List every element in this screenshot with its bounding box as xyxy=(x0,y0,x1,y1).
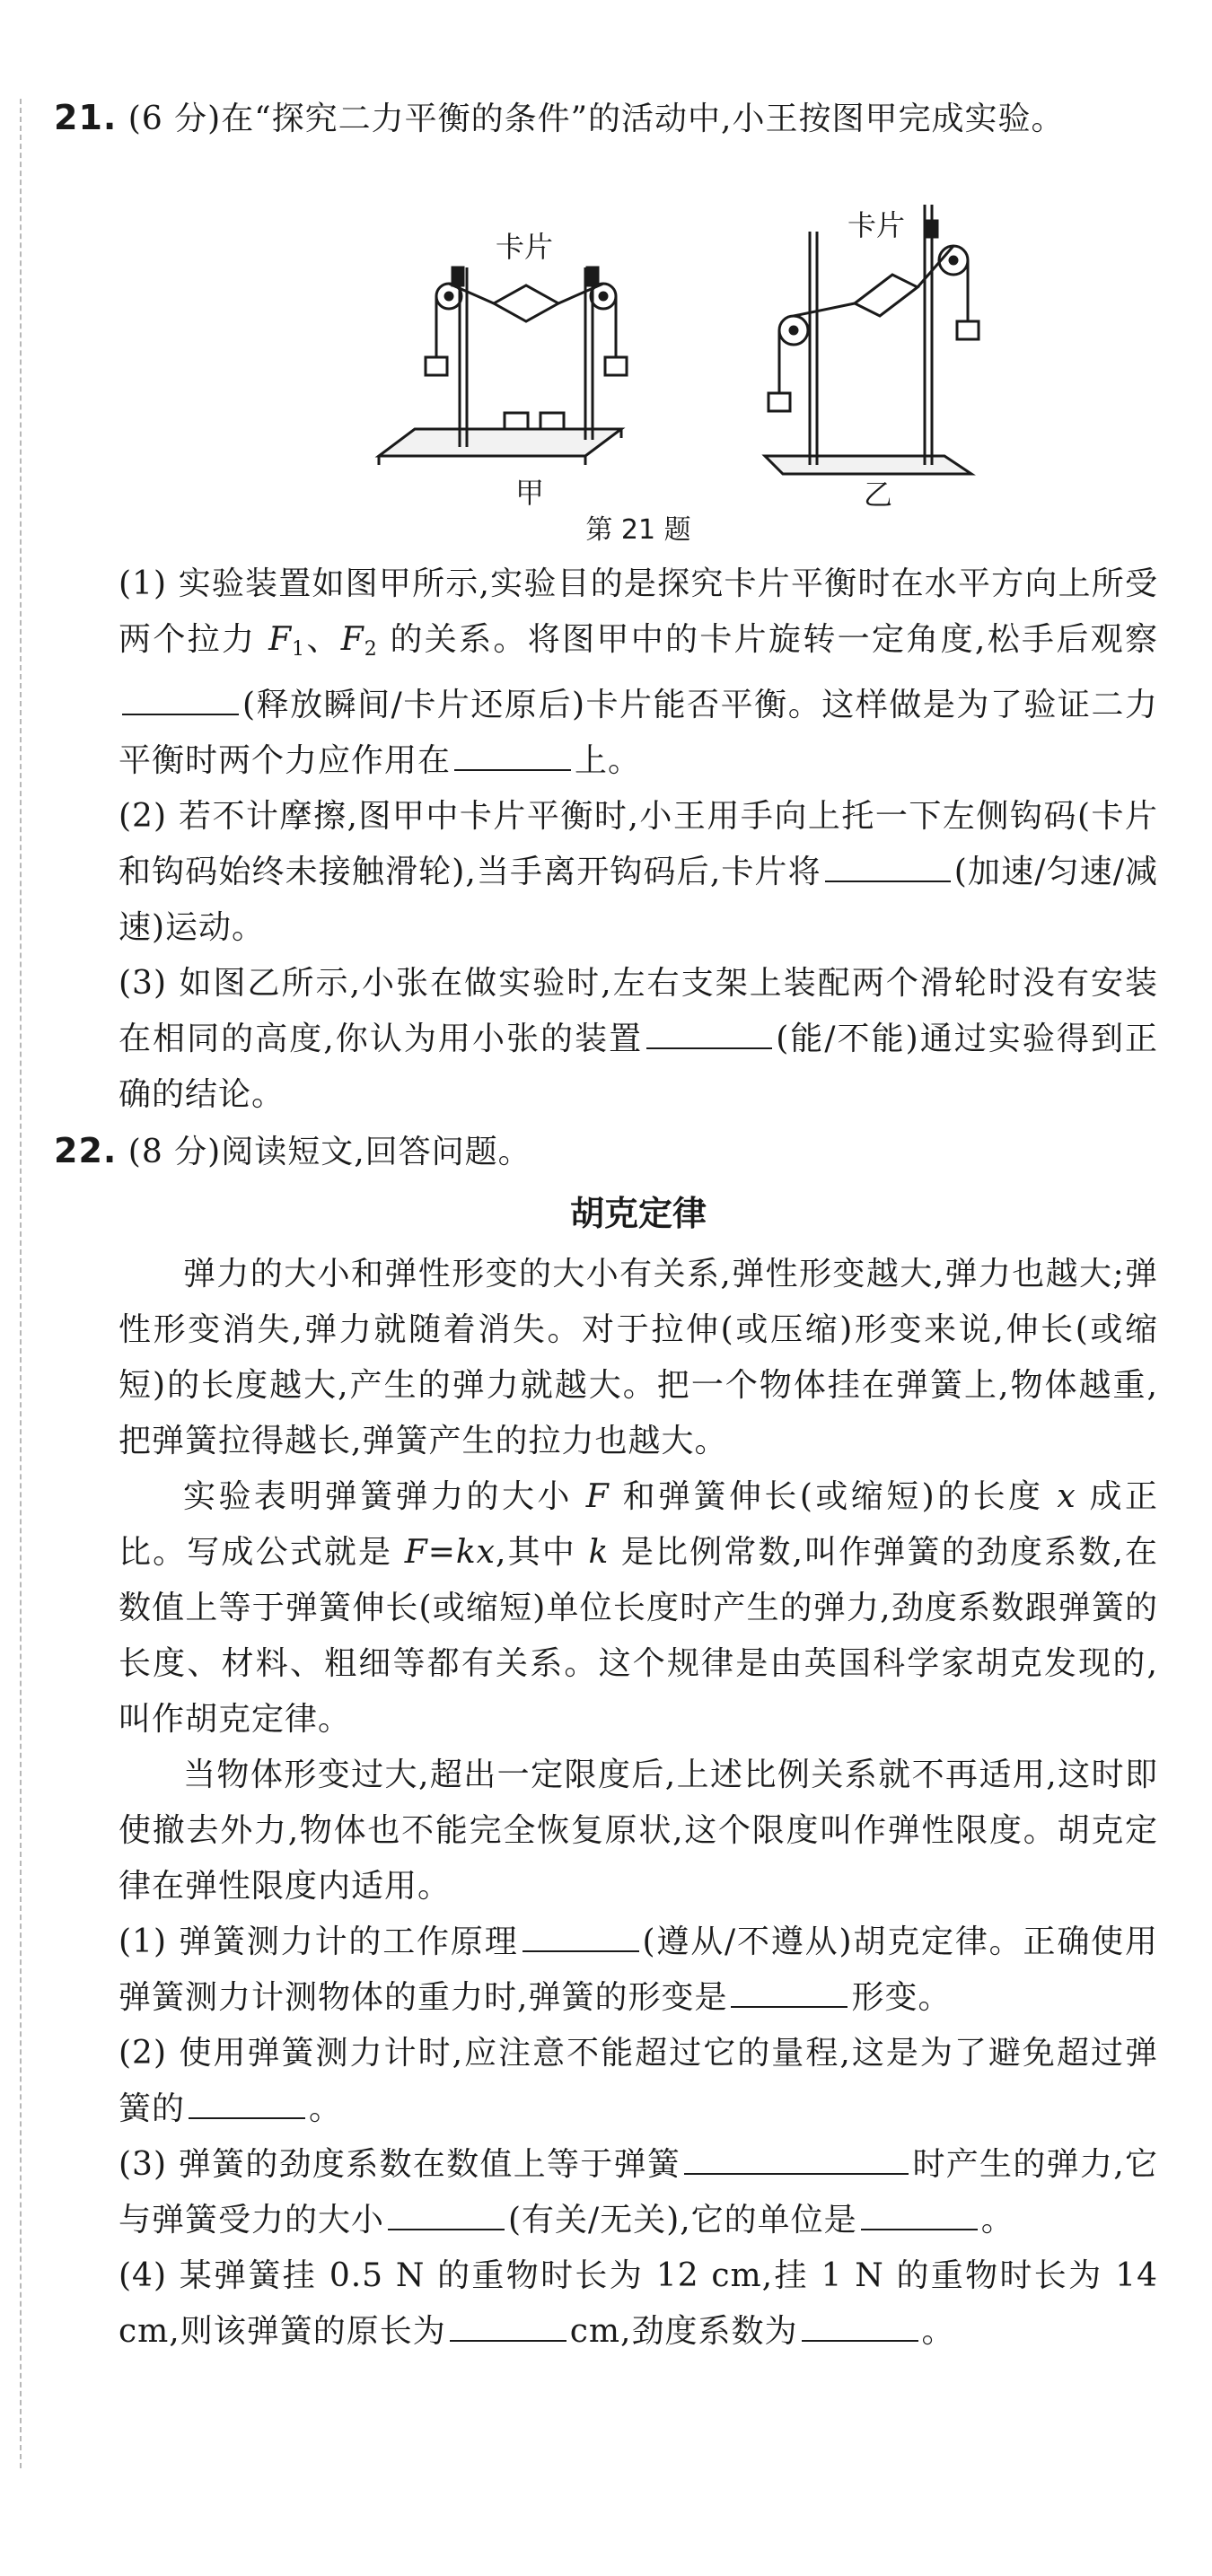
answer-blank-q22-7[interactable] xyxy=(450,2309,566,2342)
para2-text-a: 实验表明弹簧弹力的大小 xyxy=(183,1478,586,1515)
q21-part-2 xyxy=(119,789,1158,956)
q21-p2-text-b: (加速/匀速/减速)运动。 xyxy=(119,854,1158,946)
figure-a-apparatus xyxy=(379,267,627,465)
answer-blank-q22-3[interactable] xyxy=(189,2087,305,2119)
para2-text-b: 和弹簧伸长(或缩短)的长度 xyxy=(609,1478,1058,1515)
worksheet-page xyxy=(54,90,1158,2360)
q22-s1-text-b: (遵从/不遵从)胡克定律。正确使用弹簧测力计测物体的重力时,弹簧的形变是 xyxy=(119,1923,1158,2016)
q22-part-4 xyxy=(119,2248,1158,2360)
para2-text-c: 成正比。写成公式就是 xyxy=(119,1478,1158,1571)
answer-blank-q22-5[interactable] xyxy=(388,2198,505,2230)
figure-b-apparatus xyxy=(765,205,979,474)
q21-part-1 xyxy=(119,556,1158,789)
q21-p1-separator: 、 xyxy=(305,621,341,658)
answer-blank-q22-1[interactable] xyxy=(523,1920,639,1952)
q22-part-2 xyxy=(119,2026,1158,2137)
q21-header xyxy=(54,90,1158,147)
para2-text-e: 是比例常数,叫作弹簧的劲度系数,在数值上等于弹簧伸长(或缩短)单位长度时产生的弹力,劲度系数跟弹簧的长度、材料、粗细等都有关系。这个规律是由英国科学家胡克发现的,叫作胡克定律。 xyxy=(119,1534,1158,1738)
apparatus-diagram xyxy=(119,160,1106,510)
q22-s3-text-b: 时产生的弹力,它与弹簧受力的大小 xyxy=(119,2146,1158,2239)
answer-blank-q21-1[interactable] xyxy=(122,683,239,715)
var-k: k xyxy=(588,1534,610,1571)
answer-blank-q22-8[interactable] xyxy=(802,2309,918,2342)
q22-s1-text-c: 形变。 xyxy=(851,1979,952,2016)
q22-part-3 xyxy=(119,2137,1158,2248)
var-x: x xyxy=(1057,1478,1076,1515)
q21-number: 21. xyxy=(54,98,118,137)
q21-intro: (6 分)在“探究二力平衡的条件”的活动中,小王按图甲完成实验。 xyxy=(127,101,1065,137)
figure-caption: 第 21 题 xyxy=(585,514,691,546)
var-f1-subscript: 1 xyxy=(292,638,306,661)
q21-p1-text-d: 上。 xyxy=(575,742,642,779)
answer-blank-q21-4[interactable] xyxy=(646,1017,772,1049)
var-f2-subscript: 2 xyxy=(364,638,378,661)
answer-blank-q22-2[interactable] xyxy=(731,1976,848,2008)
q22-intro: (8 分)阅读短文,回答问题。 xyxy=(127,1134,531,1170)
q22-s3-text-d: 。 xyxy=(980,2202,1014,2239)
article-paragraph-3: 当物体形变过大,超出一定限度后,上述比例关系就不再适用,这时即使撤去外力,物体也不能完全恢复原状,这个限度叫作弹性限度。胡克定律在弹性限度内适用。 xyxy=(119,1757,1158,1905)
answer-blank-q22-6[interactable] xyxy=(861,2198,978,2230)
q22-number: 22. xyxy=(54,1131,118,1170)
var-f2: F xyxy=(340,621,364,658)
var-f1: F xyxy=(268,621,293,658)
q22-s4-text-a: (4) 某弹簧挂 0.5 N 的重物时长为 12 cm,挂 1 N 的重物时长为 14 cm,则该弹簧的原长为 xyxy=(119,2257,1158,2350)
figure-b-label: 乙 xyxy=(864,478,893,510)
q22-s1-text-a: (1) 弹簧测力计的工作原理 xyxy=(119,1923,519,1960)
article-title: 胡克定律 xyxy=(569,1194,707,1233)
article-paragraph-2 xyxy=(119,1469,1158,1748)
hooke-formula: F=kx xyxy=(404,1534,496,1571)
q22-s2-text-b: 。 xyxy=(309,2090,343,2127)
q21-p3-text-b: (能/不能)通过实验得到正确的结论。 xyxy=(119,1021,1158,1113)
q22-s3-text-c: (有关/无关),它的单位是 xyxy=(508,2202,857,2239)
q21-p1-text-a: (1) 实验装置如图甲所示,实验目的是探究卡片平衡时在水平方向上所受两个拉力 xyxy=(119,565,1158,658)
q21-p3-text-a: (3) 如图乙所示,小张在做实验时,左右支架上装配两个滑轮时没有安装在相同的高度,你认为用小张的装置 xyxy=(119,965,1158,1057)
q22-header xyxy=(54,1123,1158,1180)
q21-part-3 xyxy=(119,956,1158,1123)
q21-p1-text-b: 的关系。将图甲中的卡片旋转一定角度,松手后观察 xyxy=(377,621,1158,658)
figure-a-label: 甲 xyxy=(515,476,545,510)
q22-s4-text-c: 。 xyxy=(921,2313,955,2350)
answer-blank-q21-3[interactable] xyxy=(825,850,951,882)
article-body xyxy=(119,1247,1158,1914)
q22-part-1 xyxy=(119,1914,1158,2026)
figure-b-card-label: 卡片 xyxy=(848,208,906,242)
para2-text-d: ,其中 xyxy=(495,1534,589,1571)
q22-s2-text-a: (2) 使用弹簧测力计时,应注意不能超过它的量程,这是为了避免超过弹簧的 xyxy=(119,2035,1158,2127)
var-F: F xyxy=(585,1478,610,1515)
q21-p2-text-a: (2) 若不计摩擦,图甲中卡片平衡时,小王用手向上托一下左侧钩码(卡片和钩码始终未接触滑轮),当手离开钩码后,卡片将 xyxy=(119,798,1158,890)
article-paragraph-1: 弹力的大小和弹性形变的大小有关系,弹性形变越大,弹力也越大;弹性形变消失,弹力就随着消失。对于拉伸(或压缩)形变来说,伸长(或缩短)的长度越大,产生的弹力就越大。把一个物体挂在弹簧上,物体越重,把弹簧拉得越长,弹簧产生的拉力也越大。 xyxy=(119,1256,1158,1459)
q22-s4-text-b: cm,劲度系数为 xyxy=(569,2313,798,2350)
answer-blank-q22-4[interactable] xyxy=(684,2142,909,2175)
answer-blank-q21-2[interactable] xyxy=(454,739,571,771)
q21-p1-text-c: (释放瞬间/卡片还原后)卡片能否平衡。这样做是为了验证二力平衡时两个力应作用在 xyxy=(119,687,1158,779)
q21-figure xyxy=(119,160,1158,510)
q22-s3-text-a: (3) 弹簧的劲度系数在数值上等于弹簧 xyxy=(119,2146,681,2183)
figure-a-card-label: 卡片 xyxy=(496,230,554,264)
binding-margin-line xyxy=(20,99,23,2468)
